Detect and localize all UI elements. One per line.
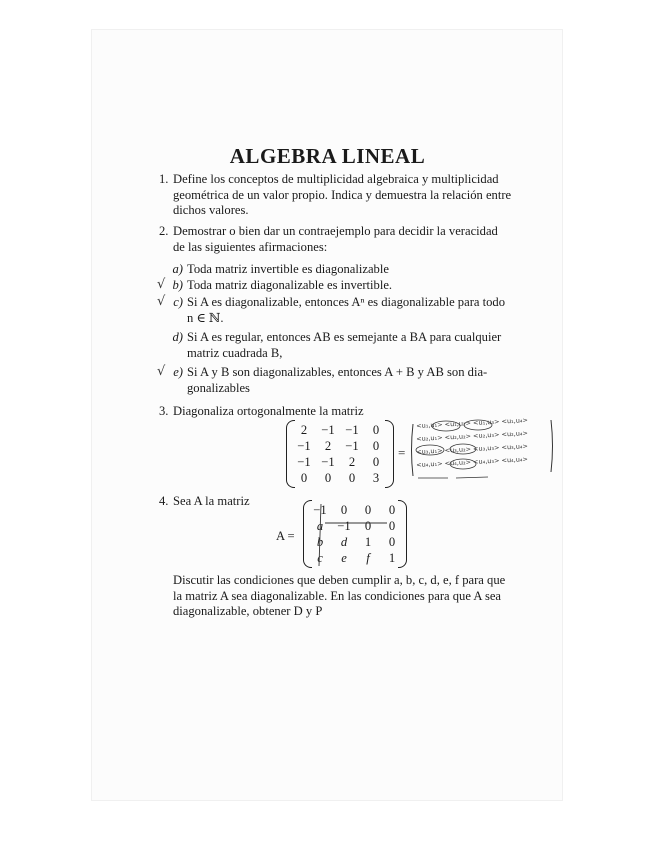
checkmark-icon: √: [157, 294, 166, 309]
matrix-cell: −1: [345, 422, 359, 437]
handwriting-line-4: <u₄,u₁> <u₄,u₂> <u₄,u₃> <u₄,u₄>: [416, 455, 529, 469]
item-d-text-line-2: matriz cuadrada B,: [187, 346, 283, 360]
item-e-text-line-1: Si A y B son diagonalizables, entonces A + B y AB son dia-: [187, 365, 488, 379]
handwriting-line-3: <u₃,u₁> <u₃,u₂> <u₃,u₃> <u₃,u₄>: [416, 442, 529, 456]
matrix-cell: f: [366, 550, 370, 565]
item-e-label: e): [173, 365, 183, 379]
question-1-line-3: dichos valores.: [173, 203, 249, 217]
matrix-cell: 0: [372, 438, 380, 453]
item-c-label: c): [173, 295, 183, 309]
matrix-cell: 0: [324, 470, 332, 485]
question-number: 4.: [159, 494, 169, 508]
question-1-line-2: geométrica de un valor propio. Indica y demuestra la relación entre: [173, 187, 512, 202]
question-4-line-3: diagonalizable, obtener D y P: [173, 604, 323, 618]
matrix-cell: 0: [364, 518, 372, 533]
item-a-label: a): [172, 262, 183, 276]
matrix-cell: c: [317, 550, 323, 565]
page-title: ALGEBRA LINEAL: [229, 144, 426, 168]
item-a-text: Toda matriz invertible es diagonalizable: [187, 262, 389, 276]
item-d-label: d): [172, 330, 183, 344]
handwriting-line-1: <u₁,u₁> <u₁,u₂> <u₁,u₃> <u₁,u₄>: [416, 416, 529, 430]
matrix-cell: 0: [372, 422, 380, 437]
question-2: [159, 224, 519, 404]
matrix-cell: −1: [297, 454, 311, 469]
matrix-cell: a: [316, 518, 324, 533]
matrix-cell: 0: [388, 534, 396, 549]
matrix-cell: 1: [388, 550, 396, 565]
matrix-cell: 0: [388, 502, 396, 517]
matrix-lhs: A =: [276, 529, 295, 543]
checkmark-icon: √: [157, 364, 166, 379]
question-4-line-1: Discutir las condiciones que deben cumplir a, b, c, d, e, f para que: [173, 573, 506, 587]
question-1-line-1: Define los conceptos de multiplicidad algebraica y multiplicidad: [173, 172, 499, 186]
matrix-cell: 0: [364, 502, 372, 517]
equals-sign: =: [398, 445, 406, 460]
matrix-cell: 0: [348, 470, 356, 485]
handwritten-strokes: [303, 500, 407, 568]
item-c-text-line-2: n ∈ ℕ.: [187, 311, 224, 325]
matrix-q3-grid: [292, 422, 388, 486]
question-2-line-1: Demostrar o bien dar un contraejemplo para decidir la veracidad: [173, 224, 498, 238]
question-4-text: Sea A la matriz: [173, 494, 250, 508]
matrix-cell: 2: [324, 438, 332, 453]
matrix-cell: −1: [321, 454, 335, 469]
question-4-line-2: la matriz A sea diagonalizable. En las condiciones para que A sea: [173, 588, 502, 603]
question-2-line-2: de las siguientes afirmaciones:: [173, 239, 328, 254]
question-4-body: [173, 573, 518, 623]
item-b-label: b): [172, 278, 183, 292]
checkmark-icon: √: [157, 277, 166, 292]
matrix-cell: 2: [300, 422, 308, 437]
matrix-cell: −1: [321, 422, 335, 437]
handwriting-line-2: <u₂,u₁> <u₂,u₂> <u₂,u₃> <u₂,u₄>: [416, 429, 529, 443]
question-number: 2.: [159, 224, 169, 238]
item-b-text: Toda matriz diagonalizable es invertible.: [187, 278, 393, 292]
question-3-text: Diagonaliza ortogonalmente la matriz: [173, 404, 364, 418]
matrix-cell: 0: [300, 470, 308, 485]
matrix-cell: −1: [313, 502, 327, 517]
matrix-cell: 2: [348, 454, 356, 469]
matrix-q3: [286, 420, 394, 488]
matrix-cell: 0: [340, 502, 348, 517]
question-number: 3.: [159, 404, 169, 418]
question-number: 1.: [159, 172, 169, 186]
item-d-text-line-1: Si A es regular, entonces AB es semejante a BA para cualquier: [187, 330, 502, 344]
matrix-cell: 0: [372, 454, 380, 469]
handwritten-annotation: [408, 416, 556, 484]
matrix-cell: −1: [297, 438, 311, 453]
matrix-cell: 1: [364, 534, 372, 549]
item-e-text-line-2: gonalizables: [187, 381, 250, 395]
matrix-cell: −1: [337, 518, 351, 533]
matrix-cell: d: [340, 534, 348, 549]
matrix-cell: 0: [388, 518, 396, 533]
item-c-text-line-1: Si A es diagonalizable, entonces Aⁿ es diagonalizable para todo: [187, 295, 506, 309]
matrix-cell: 3: [372, 470, 380, 485]
matrix-cell: b: [316, 534, 324, 549]
matrix-cell: −1: [345, 438, 359, 453]
matrix-cell: e: [341, 550, 347, 565]
matrix-q4: [303, 500, 407, 568]
